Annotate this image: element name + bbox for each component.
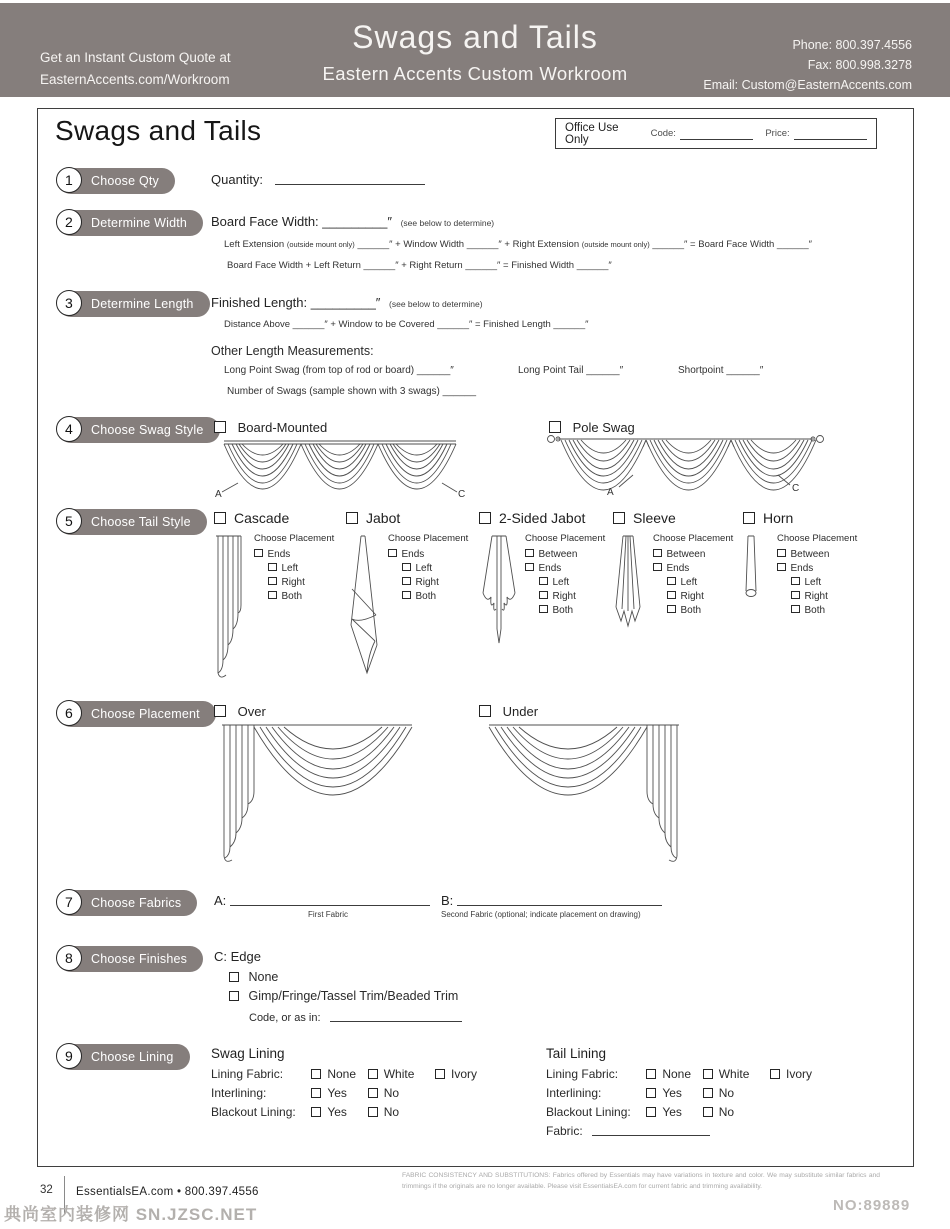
step-1-label: Choose Qty: [91, 174, 160, 188]
width-calc1-small-2: (outside mount only): [581, 240, 650, 249]
step-7-label: Choose Fabrics: [91, 896, 182, 910]
tail-blackout-label: Blackout Lining:: [546, 1105, 631, 1119]
over-label: Over: [237, 704, 266, 719]
pole-label-a: A: [607, 487, 614, 498]
swag-lining-none-checkbox[interactable]: [311, 1069, 321, 1079]
step-3-number: 3: [56, 290, 82, 316]
two-sided-jabot-placement-title: Choose Placement: [525, 533, 606, 544]
code-blank[interactable]: [680, 128, 753, 140]
width-calc1-small-1: (outside mount only): [286, 240, 355, 249]
tail-lining-fabric-row: [546, 1067, 812, 1086]
swag-blackout-row: [211, 1105, 477, 1124]
fabric-a-blank[interactable]: [230, 894, 430, 906]
cascade-checkbox[interactable]: [214, 512, 226, 524]
cascade-right-label: Right: [281, 577, 305, 588]
swag-interlining-no-label: No: [383, 1086, 400, 1100]
step-2-pill: [58, 210, 203, 236]
tail-blackout-row: [546, 1105, 812, 1124]
tail-style-horn: [743, 510, 857, 618]
width-calc1-text: Left Extension: [224, 239, 287, 250]
horn-between-label: Between: [790, 549, 830, 560]
under-checkbox[interactable]: [479, 705, 491, 717]
two-sided-jabot-both-label: Both: [552, 605, 574, 616]
over-option: [214, 704, 266, 719]
horn-both-label: Both: [804, 605, 826, 616]
fabric-a-caption: First Fabric: [308, 910, 348, 919]
sleeve-checkbox[interactable]: [613, 512, 625, 524]
sleeve-between-label: Between: [666, 549, 706, 560]
jabot-both-checkbox[interactable]: [402, 591, 411, 600]
fabric-a-label: A:: [214, 893, 227, 908]
edge-trim-checkbox[interactable]: [229, 991, 239, 1001]
contact-fax: Fax: 800.998.3278: [807, 58, 912, 72]
sleeve-left-checkbox[interactable]: [667, 577, 676, 586]
two-sided-jabot-both-checkbox[interactable]: [539, 605, 548, 614]
fabric-a-row: [214, 893, 430, 908]
sleeve-between-checkbox[interactable]: [653, 549, 662, 558]
finished-length-row: [211, 295, 483, 310]
edge-none-option: [229, 970, 278, 984]
width-calc1-text-2: ______″ + Window Width ______″ + Right Extension: [354, 239, 582, 250]
swag-lining-fabric-label: Lining Fabric:: [211, 1067, 284, 1081]
price-blank[interactable]: [794, 128, 867, 140]
horn-left-checkbox[interactable]: [791, 577, 800, 586]
two-sided-jabot-label: 2-Sided Jabot: [499, 510, 586, 526]
step-6-number: 6: [56, 700, 82, 726]
tail-fabric-label: Fabric:: [546, 1124, 583, 1138]
long-point-swag[interactable]: Long Point Swag (from top of rod or board) ______″: [224, 365, 454, 376]
watermark-right: NO:89889: [833, 1197, 911, 1214]
step-5-pill: [58, 509, 207, 535]
tail-lining-ivory-label: Ivory: [786, 1067, 813, 1081]
tail-interlining-no-checkbox[interactable]: [703, 1088, 713, 1098]
tail-lining-ivory-checkbox[interactable]: [770, 1069, 780, 1079]
cascade-right-checkbox[interactable]: [268, 577, 277, 586]
jabot-ends-checkbox[interactable]: [388, 549, 397, 558]
sleeve-left-label: Left: [680, 577, 698, 588]
pole-swag-label: Pole Swag: [572, 420, 635, 435]
price-label: Price:: [765, 128, 790, 139]
step-8-number: 8: [56, 945, 82, 971]
trim-code-blank[interactable]: [330, 1010, 462, 1022]
horn-left-label: Left: [804, 577, 822, 588]
swag-blackout-no-label: No: [383, 1105, 400, 1119]
under-placement-drawing: [481, 721, 686, 873]
board-mounted-label: Board-Mounted: [237, 420, 328, 435]
cascade-left-label: Left: [281, 563, 299, 574]
tail-interlining-yes-checkbox[interactable]: [646, 1088, 656, 1098]
edge-none-checkbox[interactable]: [229, 972, 239, 982]
two-sided-jabot-between-label: Between: [538, 549, 578, 560]
jabot-ends-label: Ends: [401, 549, 425, 560]
sleeve-ends-label: Ends: [666, 563, 690, 574]
two-sided-jabot-right-checkbox[interactable]: [539, 591, 548, 600]
quantity-row: [211, 172, 425, 187]
tail-style-two-sided-jabot: [479, 510, 605, 651]
footer-site-line[interactable]: EssentialsEA.com • 800.397.4556: [76, 1186, 259, 1198]
jabot-label: Jabot: [366, 510, 401, 526]
finished-length-note: (see below to determine): [389, 299, 483, 309]
contact-block: [703, 35, 912, 95]
horn-right-label: Right: [804, 591, 828, 602]
width-calc1-text-3: ______″ = Board Face Width ______″: [649, 239, 812, 250]
tail-interlining-no-label: No: [718, 1086, 735, 1100]
form-title: Swags and Tails: [55, 115, 262, 146]
cascade-placement-title: Choose Placement: [254, 533, 335, 544]
step-6-pill: [58, 701, 216, 727]
jabot-checkbox[interactable]: [346, 512, 358, 524]
step-1-pill: [58, 168, 175, 194]
under-option: [479, 704, 538, 719]
sleeve-label: Sleeve: [633, 510, 676, 526]
swag-blackout-label: Blackout Lining:: [211, 1105, 296, 1119]
swag-lining-none-label: None: [327, 1067, 357, 1081]
tail-lining-none-checkbox[interactable]: [646, 1069, 656, 1079]
tail-lining-fabric-label: Lining Fabric:: [546, 1067, 619, 1081]
shortpoint[interactable]: Shortpoint ______″: [678, 365, 764, 376]
horn-label: Horn: [763, 510, 794, 526]
sleeve-right-label: Right: [680, 591, 704, 602]
number-of-swags[interactable]: Number of Swags (sample shown with 3 swags) ______: [227, 386, 477, 397]
two-sided-jabot-ends-label: Ends: [538, 563, 562, 574]
tail-blackout-no-label: No: [718, 1105, 735, 1119]
tail-blackout-yes-checkbox[interactable]: [646, 1107, 656, 1117]
page-number: 32: [40, 1184, 53, 1196]
swag-interlining-yes-checkbox[interactable]: [311, 1088, 321, 1098]
page-subtitle: Eastern Accents Custom Workroom: [322, 63, 628, 84]
tail-lining-white-label: White: [718, 1067, 750, 1081]
step-4-number: 4: [56, 416, 82, 442]
two-sided-jabot-left-label: Left: [552, 577, 570, 588]
two-sided-jabot-ends-checkbox[interactable]: [525, 563, 534, 572]
tail-interlining-label: Interlining:: [546, 1086, 602, 1100]
swag-interlining-yes-label: Yes: [327, 1086, 347, 1100]
step-2-number: 2: [56, 209, 82, 235]
tail-blackout-yes-label: Yes: [662, 1105, 682, 1119]
swag-interlining-no-checkbox[interactable]: [368, 1088, 378, 1098]
office-use-only-box: [555, 118, 877, 149]
cascade-both-checkbox[interactable]: [268, 591, 277, 600]
horn-placement-title: Choose Placement: [777, 533, 858, 544]
fabric-b-blank[interactable]: [457, 894, 662, 906]
step-9-label: Choose Lining: [91, 1050, 174, 1064]
quantity-blank[interactable]: [275, 173, 425, 185]
cascade-left-checkbox[interactable]: [268, 563, 277, 572]
step-8-pill: [58, 946, 203, 972]
trim-code-row: [249, 1010, 462, 1024]
promo-line-1: Get an Instant Custom Quote at: [40, 50, 231, 65]
horn-ends-label: Ends: [790, 563, 814, 574]
long-point-tail[interactable]: Long Point Tail ______″: [518, 365, 624, 376]
horn-both-checkbox[interactable]: [791, 605, 800, 614]
trim-code-label: Code, or as in:: [249, 1012, 321, 1024]
step-5-label: Choose Tail Style: [91, 515, 191, 529]
pole-swag-checkbox[interactable]: [549, 421, 561, 433]
board-mounted-checkbox[interactable]: [214, 421, 226, 433]
tail-style-cascade: [214, 510, 334, 681]
step-3-label: Determine Length: [91, 297, 194, 311]
step-1-number: 1: [56, 167, 82, 193]
edge-trim-option: [229, 989, 458, 1003]
swag-lining-white-label: White: [383, 1067, 415, 1081]
step-7-pill: [58, 890, 197, 916]
promo-line-2[interactable]: EasternAccents.com/Workroom: [40, 72, 230, 87]
over-placement-drawing: [216, 721, 416, 873]
tail-blackout-no-checkbox[interactable]: [703, 1107, 713, 1117]
step-5-number: 5: [56, 508, 82, 534]
board-face-width-label[interactable]: Board Face Width: _________″: [211, 214, 392, 229]
pole-swag-drawing: [543, 433, 828, 501]
quantity-label: Quantity:: [211, 172, 264, 187]
step-3-pill: [58, 291, 210, 317]
step-8-label: Choose Finishes: [91, 952, 188, 966]
edge-heading: C: Edge: [214, 949, 261, 964]
board-face-width-row: [211, 214, 494, 229]
cascade-both-label: Both: [281, 591, 303, 602]
length-calc-line[interactable]: Distance Above ______″ + Window to be Covered ______″ = Finished Length ______″: [224, 319, 589, 330]
tail-lining-title: Tail Lining: [546, 1046, 607, 1061]
finished-length-label[interactable]: Finished Length: _________″: [211, 295, 381, 310]
sleeve-ends-checkbox[interactable]: [653, 563, 662, 572]
board-mounted-option: [214, 420, 327, 435]
two-sided-jabot-right-label: Right: [552, 591, 576, 602]
board-label-c: C: [458, 489, 466, 500]
horn-checkbox[interactable]: [743, 512, 755, 524]
swag-interlining-row: [211, 1086, 477, 1105]
tail-interlining-yes-label: Yes: [662, 1086, 682, 1100]
horn-ends-checkbox[interactable]: [777, 563, 786, 572]
jabot-right-checkbox[interactable]: [402, 577, 411, 586]
step-4-label: Choose Swag Style: [91, 423, 204, 437]
swag-blackout-yes-label: Yes: [327, 1105, 347, 1119]
fabric-b-label: B:: [441, 893, 454, 908]
horn-between-checkbox[interactable]: [777, 549, 786, 558]
pole-label-c: C: [792, 483, 800, 494]
sleeve-drawing: [613, 533, 643, 643]
order-form: [37, 108, 914, 1167]
tail-lining-section: [546, 1046, 812, 1143]
fabric-disclaimer: FABRIC CONSISTENCY AND SUBSTITUTIONS: Fabrics offered by Essentials may have variations in texture and color. We may substitute similar fabrics and trimmings if the originals are no longer available. Please visit EssentialsEA.com for current fabric and trimming availability.: [402, 1172, 880, 1190]
contact-email[interactable]: Email: Custom@EasternAccents.com: [703, 78, 912, 92]
step-4-pill: [58, 417, 220, 443]
over-checkbox[interactable]: [214, 705, 226, 717]
jabot-both-label: Both: [415, 591, 437, 602]
contact-phone: Phone: 800.397.4556: [792, 38, 912, 52]
tail-fabric-row: [546, 1124, 812, 1143]
fabric-b-row: [441, 893, 662, 908]
board-mounted-swag-drawing: [214, 439, 466, 501]
two-sided-jabot-between-checkbox[interactable]: [525, 549, 534, 558]
swag-interlining-label: Interlining:: [211, 1086, 267, 1100]
width-calc-line-2[interactable]: Board Face Width + Left Return ______″ + Right Return ______″ = Finished Width ______″: [227, 260, 612, 271]
jabot-left-checkbox[interactable]: [402, 563, 411, 572]
horn-drawing: [743, 533, 759, 607]
jabot-right-label: Right: [415, 577, 439, 588]
horn-right-checkbox[interactable]: [791, 591, 800, 600]
other-length-heading: Other Length Measurements:: [211, 344, 374, 358]
jabot-placement-title: Choose Placement: [388, 533, 469, 544]
step-9-pill: [58, 1044, 190, 1070]
swag-lining-ivory-label: Ivory: [451, 1067, 478, 1081]
swag-blackout-no-checkbox[interactable]: [368, 1107, 378, 1117]
board-face-width-note: (see below to determine): [400, 218, 495, 228]
tail-style-sleeve: [613, 510, 733, 643]
watermark-left: 典尚室内装修网 SN.JZSC.NET: [4, 1205, 258, 1224]
tail-interlining-row: [546, 1086, 812, 1105]
swag-lining-title: Swag Lining: [211, 1046, 285, 1061]
swag-lining-section: [211, 1046, 477, 1124]
tail-style-jabot: [346, 510, 468, 681]
cascade-ends-checkbox[interactable]: [254, 549, 263, 558]
jabot-drawing: [346, 533, 380, 681]
sleeve-both-checkbox[interactable]: [667, 605, 676, 614]
step-9-number: 9: [56, 1043, 82, 1069]
fabric-b-caption: Second Fabric (optional; indicate placement on drawing): [441, 910, 641, 919]
page-header: [0, 3, 950, 97]
width-calc-line-1[interactable]: [224, 239, 812, 250]
tail-lining-white-checkbox[interactable]: [703, 1069, 713, 1079]
swag-lining-ivory-checkbox[interactable]: [435, 1069, 445, 1079]
two-sided-jabot-checkbox[interactable]: [479, 512, 491, 524]
page-title: Swags and Tails: [352, 19, 598, 55]
sleeve-both-label: Both: [680, 605, 702, 616]
sleeve-right-checkbox[interactable]: [667, 591, 676, 600]
swag-blackout-yes-checkbox[interactable]: [311, 1107, 321, 1117]
tail-fabric-blank[interactable]: [592, 1124, 710, 1136]
step-7-number: 7: [56, 889, 82, 915]
jabot-left-label: Left: [415, 563, 433, 574]
tail-lining-none-label: None: [662, 1067, 692, 1081]
cascade-label: Cascade: [234, 510, 290, 526]
cascade-ends-label: Ends: [267, 549, 291, 560]
two-sided-jabot-drawing: [479, 533, 519, 651]
edge-none-label: None: [248, 970, 279, 984]
sleeve-placement-title: Choose Placement: [653, 533, 734, 544]
under-label: Under: [502, 704, 539, 719]
board-label-a: A: [215, 489, 222, 500]
code-label: Code:: [650, 128, 676, 139]
step-6-label: Choose Placement: [91, 707, 200, 721]
swag-lining-white-checkbox[interactable]: [368, 1069, 378, 1079]
office-use-only-label: Office Use Only: [565, 121, 619, 146]
edge-trim-label: Gimp/Fringe/Tassel Trim/Beaded Trim: [248, 989, 459, 1003]
two-sided-jabot-left-checkbox[interactable]: [539, 577, 548, 586]
cascade-drawing: [214, 533, 244, 681]
swag-lining-fabric-row: [211, 1067, 477, 1086]
step-2-label: Determine Width: [91, 216, 188, 230]
